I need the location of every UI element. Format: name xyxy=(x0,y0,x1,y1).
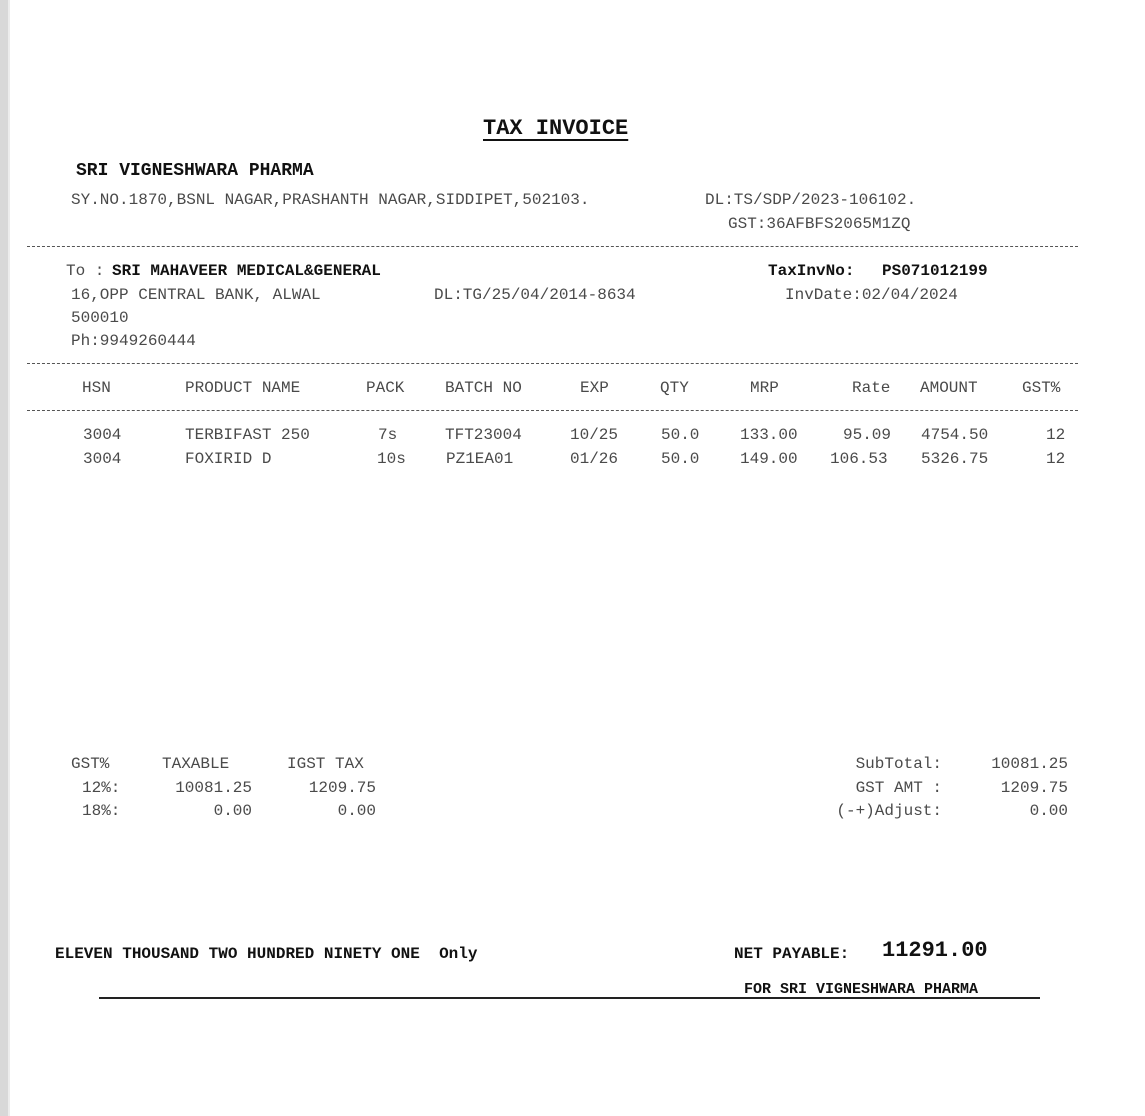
table-row xyxy=(0,449,1145,469)
col-amount: AMOUNT xyxy=(920,379,978,397)
net-payable-label: NET PAYABLE: xyxy=(734,945,850,963)
seller-dl: DL:TS/SDP/2023-106102. xyxy=(705,191,917,209)
col-product: PRODUCT NAME xyxy=(185,379,301,397)
cell-batch: TFT23004 xyxy=(445,426,522,444)
col-batch: BATCH NO xyxy=(445,379,522,397)
adjust-row xyxy=(0,801,1145,821)
tax-taxable: 0.00 xyxy=(213,802,252,820)
cell-gst: 12 xyxy=(1046,426,1066,444)
cell-qty: 50.0 xyxy=(661,450,700,468)
seller-name: SRI VIGNESHWARA PHARMA xyxy=(76,161,314,181)
divider xyxy=(27,410,1078,411)
cell-rate: 106.53 xyxy=(830,450,888,468)
tax-col-gst: GST% xyxy=(71,755,110,773)
cell-hsn: 3004 xyxy=(83,450,122,468)
tax-igst: 0.00 xyxy=(337,802,376,820)
cell-gst: 12 xyxy=(1046,450,1066,468)
tax-gst-rate: 18%: xyxy=(82,802,121,820)
divider xyxy=(27,246,1078,247)
divider xyxy=(27,363,1078,364)
seller-gst: GST:36AFBFS2065M1ZQ xyxy=(728,215,911,233)
cell-mrp: 133.00 xyxy=(740,426,798,444)
col-exp: EXP xyxy=(580,379,609,397)
col-rate: Rate xyxy=(852,379,891,397)
subtotal-label: SubTotal: xyxy=(855,755,942,773)
col-pack: PACK xyxy=(366,379,405,397)
gst-amt-value: 1209.75 xyxy=(1000,779,1068,797)
cell-hsn: 3004 xyxy=(83,426,122,444)
cell-product: FOXIRID D xyxy=(185,450,272,468)
col-gst: GST% xyxy=(1022,379,1061,397)
buyer-phone: Ph:9949260444 xyxy=(71,332,196,350)
buyer-pin: 500010 xyxy=(71,309,129,327)
cell-amount: 5326.75 xyxy=(921,450,989,468)
page-left-edge-shadow xyxy=(8,0,10,1116)
cell-batch: PZ1EA01 xyxy=(446,450,514,468)
cell-pack: 10s xyxy=(377,450,406,468)
cell-exp: 01/26 xyxy=(570,450,619,468)
page-left-edge xyxy=(0,0,8,1116)
invoice-date: InvDate:02/04/2024 xyxy=(785,286,958,304)
signature-line-text: FOR SRI VIGNESHWARA PHARMA xyxy=(744,981,979,998)
tax-gst-rate: 12%: xyxy=(82,779,121,797)
cell-rate: 95.09 xyxy=(843,426,892,444)
subtotal-row xyxy=(0,754,1145,774)
tax-col-taxable: TAXABLE xyxy=(162,755,230,773)
table-header xyxy=(0,378,1145,398)
col-qty: QTY xyxy=(660,379,689,397)
invoice-title: TAX INVOICE xyxy=(483,116,629,141)
gst-amt-label: GST AMT : xyxy=(855,779,942,797)
buyer-name: SRI MAHAVEER MEDICAL&GENERAL xyxy=(112,262,381,280)
tax-igst: 1209.75 xyxy=(308,779,376,797)
net-payable-value: 11291.00 xyxy=(882,938,988,963)
buyer-address: 16,OPP CENTRAL BANK, ALWAL xyxy=(71,286,321,304)
adjust-label: (-+)Adjust: xyxy=(836,802,942,820)
subtotal-value: 10081.25 xyxy=(991,755,1068,773)
tax-col-igst: IGST TAX xyxy=(287,755,364,773)
seller-address: SY.NO.1870,BSNL NAGAR,PRASHANTH NAGAR,SIDDIPET,502103. xyxy=(71,191,590,209)
cell-amount: 4754.50 xyxy=(921,426,989,444)
tax-taxable: 10081.25 xyxy=(175,779,252,797)
cell-product: TERBIFAST 250 xyxy=(185,426,310,444)
amount-in-words: ELEVEN THOUSAND TWO HUNDRED NINETY ONE Only xyxy=(55,945,478,963)
adjust-value: 0.00 xyxy=(1029,802,1068,820)
cell-exp: 10/25 xyxy=(570,426,619,444)
to-label: To : xyxy=(66,262,105,280)
table-row xyxy=(0,425,1145,445)
invoice-no: PS071012199 xyxy=(882,262,988,280)
gst-amt-row xyxy=(0,778,1145,798)
col-hsn: HSN xyxy=(82,379,111,397)
footer-rule xyxy=(99,997,1040,999)
buyer-dl: DL:TG/25/04/2014-8634 xyxy=(434,286,636,304)
cell-qty: 50.0 xyxy=(661,426,700,444)
cell-mrp: 149.00 xyxy=(740,450,798,468)
cell-pack: 7s xyxy=(378,426,398,444)
col-mrp: MRP xyxy=(750,379,779,397)
invoice-no-label: TaxInvNo: xyxy=(768,262,855,280)
